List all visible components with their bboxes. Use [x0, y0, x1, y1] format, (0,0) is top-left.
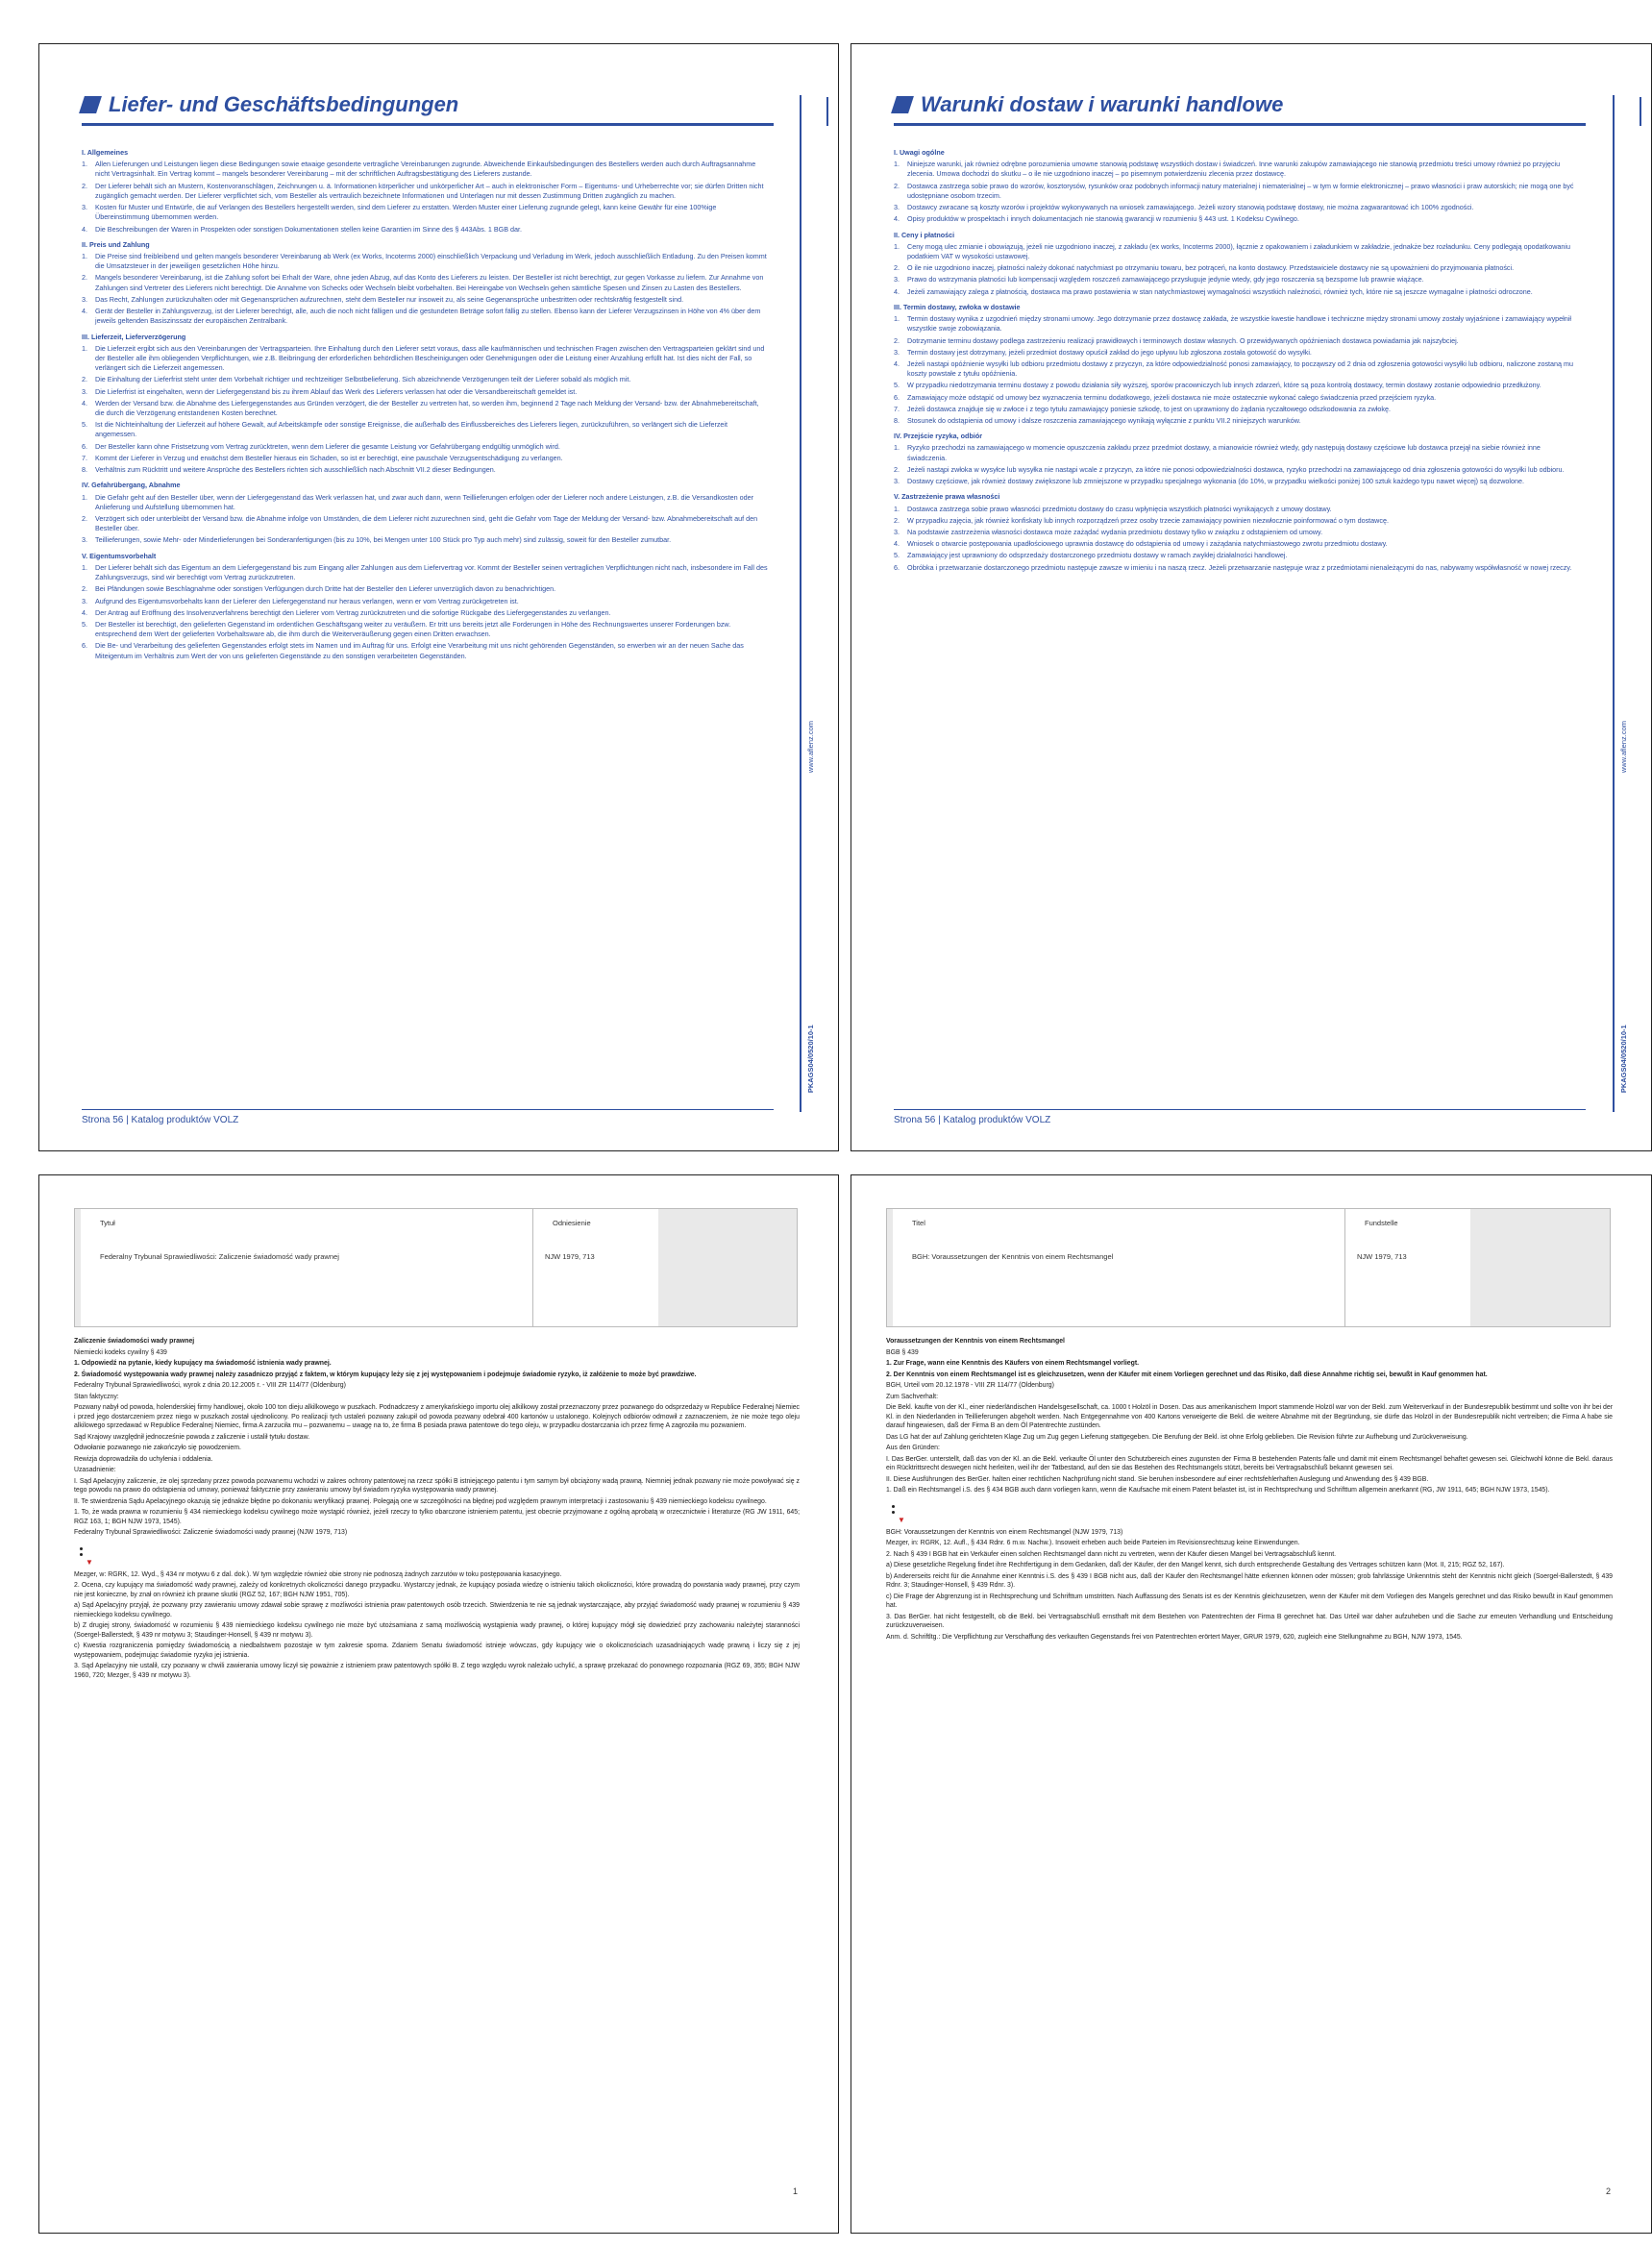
item-number: 8.: [894, 416, 900, 426]
term-item: [894, 160, 1581, 179]
item-number: 3.: [894, 347, 900, 357]
corner-mark: [1640, 97, 1641, 126]
page-title-text: Liefer- und Geschäftsbedingungen: [109, 92, 459, 116]
item-number: 2.: [82, 181, 87, 190]
paragraph: II. Te stwierdzenia Sądu Apelacyjnego okazują się jednakże błędne po dokonaniu weryfikacji prawnej. Polegają one w szczególności na błędnej pod względem prawnym interpretacji i zastosowaniu § 439 niemieckiego kodeksu cywilnego.: [74, 1497, 767, 1505]
page-number: 2: [1605, 2186, 1611, 2196]
item-number: 3.: [894, 528, 900, 536]
item-number: 5.: [82, 619, 87, 629]
item-number: 2.: [894, 515, 900, 525]
paragraph: BGH: Voraussetzungen der Kenntnis von einem Rechtsmangel (NJW 1979, 713): [886, 1528, 1123, 1536]
catalog-page-german: [38, 43, 839, 1151]
paragraph: Zum Sachverhalt:: [886, 1393, 938, 1400]
item-text: Ryzyko przechodzi na zamawiającego w momencie opuszczenia zakładu przez przedmiot dostawy, a mianowicie również wtedy, gdy następują dostawy częściowe lub dostawca przejął na siebie również inne świadczenia.: [907, 443, 1541, 462]
judgment-text: [886, 1337, 1613, 1643]
item-text: Stosunek do odstąpienia od umowy i dalsze roszczenia zamawiającego wynikają wyłącznie z punktu VII.2 niniejszych warunków.: [907, 416, 1301, 426]
reference-cell: [1345, 1209, 1470, 1326]
item-number: 2.: [894, 263, 900, 273]
legal-page-german: [851, 1174, 1652, 2234]
item-number: 1.: [82, 343, 87, 353]
paragraph: Aus den Gründen:: [886, 1445, 940, 1452]
term-item: [82, 454, 769, 463]
item-text: O ile nie uzgodniono inaczej, płatności należy dokonać natychmiast po otrzymaniu towaru, bez potrąceń, na konto dostawcy. Przedstawiciele dostawcy nie są upoważnieni do przyjmowania płatności.: [907, 263, 1515, 273]
catalog-page-polish: [851, 43, 1652, 1151]
term-item: [82, 465, 769, 475]
item-number: 3.: [82, 535, 87, 545]
paragraph: 2. Świadomość występowania wady prawnej należy zasadniczo przyjąć z faktem, w którym kupujący leży się z jej występowaniem i podejmuje świadomie ryzyko, iż załóżenie to może być prawdziwe.: [74, 1371, 697, 1378]
paragraph: BGB § 439: [886, 1348, 919, 1356]
item-number: 1.: [82, 492, 87, 502]
paragraph: a) Sąd Apelacyjny przyjął, że pozwany przy zawieraniu umowy zdawał sobie sprawę z możliwości istnienia praw patentowych osób trzecich. Stwierdzenia te nie są jednak wystarczające, aby przyjąć świadomość wady prawnej w rozumieniu § 439 niemieckiego kodeksu cywilnego.: [74, 1602, 800, 1618]
item-number: 8.: [82, 465, 87, 475]
item-text: Die Lieferzeit ergibt sich aus den Vereinbarungen der Vertragsparteien. Ihre Einhaltung durch den Lieferer setzt voraus, dass alle kaufmännischen und technischen Fragen zwischen den Vertragsparteien geklärt sind und der Besteller alle ihm obliegenden Verpflichtungen, wie z.B. Beibringung der erforderlichen behördlichen Bescheinigungen oder Genehmigungen oder die Leistung einer Anzahlung erfüllt hat. Ist dies nicht der Fall, so verlängert sich die Lieferzeit angemessen.: [95, 343, 765, 373]
reference-value: NJW 1979, 713: [1357, 1252, 1407, 1261]
item-text: Das Recht, Zahlungen zurückzuhalten oder mit Gegenansprüchen aufzurechnen, steht dem Besteller nur insoweit zu, als seine Gegenansprüche unbestritten oder rechtskräftig festgestellt sind.: [95, 294, 684, 304]
title-value: Federalny Trybunał Sprawiedliwości: Zaliczenie świadomość wady prawnej: [100, 1252, 339, 1261]
term-item: [894, 465, 1581, 475]
page-header: [82, 92, 774, 126]
term-item: [82, 203, 769, 222]
item-text: Der Antrag auf Eröffnung des Insolvenzverfahrens berechtigt den Lieferer vom Vertrag zurückzutreten und die sofortige Rückgabe des Liefergegenstandes zu verlangen.: [95, 607, 611, 617]
title-label: Titel: [912, 1219, 925, 1227]
term-item: [82, 387, 769, 397]
term-item: [894, 393, 1581, 403]
item-text: Der Lieferer behält sich an Mustern, Kostenvoranschlägen, Zeichnungen u. ä. Informationen körperlicher und unkörperlicher Art – auch in elektronischer Form – Eigentums- und Urheberrechte vor; sie dürfen Dritten nicht zugänglich gemacht werden. Der Lieferer verpflichtet sich, vom Besteller als vertraulich bezeichnete Informationen und Unterlagen nur mit dessen Zustimmung Dritten zugänglich zu machen.: [95, 181, 764, 200]
term-item: [82, 225, 769, 235]
paragraph: c) Kwestia rozgraniczenia pomiędzy świadomością a niedbalstwem pozostaje w tym zakresie sporna. Zdaniem Senatu świadomość istnieje wówczas, gdy kupujący wie o okolicznościach uzasadniających wadę prawną i liczy się z jej występowaniem, podejmując świadomie ryzyko jej istnienia.: [74, 1643, 800, 1659]
term-item: [894, 203, 1581, 212]
title-label: Tytuł: [100, 1219, 115, 1227]
term-item: [82, 493, 769, 512]
item-text: Mangels besonderer Vereinbarung, ist die Zahlung sofort bei Erhalt der Ware, ohne jeden Abzug, auf das Konto des Lieferers zu leisten. Der Besteller ist nicht berechtigt, zur gegen Vorkasse zu liefern. Zur Annahme von Zahlungen sind Vertreter des Lieferers nicht berechtigt. Die Annahme von Schecks oder Wechseln bleibt vorbehalten. Bei Hereingabe von Wechseln gehen sämtliche Spesen und Zinsen zu Lasten des Bestellers.: [95, 273, 764, 292]
bullet-icon: [80, 1553, 83, 1556]
paragraph: Sąd Krajowy uwzględnił jednocześnie powoda z zaliczenie i ustalił tytułu dostaw.: [74, 1433, 310, 1441]
item-text: Verhältnis zum Rücktritt und weitere Ansprüche des Bestellers richten sich ausschließlich nach Abschnitt VII.2 dieser Bedingungen.: [95, 465, 496, 475]
item-number: 1.: [82, 251, 87, 260]
term-item: [894, 359, 1581, 379]
footer-text: Strona 56 | Katalog produktów VOLZ: [82, 1115, 239, 1125]
item-number: 1.: [82, 160, 87, 169]
section-heading: V. Eigentumsvorbehalt: [82, 551, 157, 560]
section-heading: IV. Gefahrübergang, Abnahme: [82, 481, 181, 490]
page-footer: [894, 1109, 1586, 1125]
item-number: 6.: [894, 562, 900, 572]
paragraph: Federalny Trybunał Sprawiedliwości, wyrok z dnia 20.12.2005 r. - VIII ZR 114/77 (Oldenburg): [74, 1382, 346, 1390]
item-text: Wniosek o otwarcie postępowania upadłościowego uprawnia dostawcę do odstąpienia od umowy i zażądania natychmiastowego zwrotu przedmiotu dostawy.: [907, 539, 1388, 549]
terms-body: [82, 142, 769, 663]
item-number: 6.: [82, 441, 87, 451]
paragraph: Rewizja doprowadziła do uchylenia i oddalenia.: [74, 1455, 213, 1463]
item-text: Der Besteller kann ohne Fristsetzung vom Vertrag zurücktreten, wenn dem Lieferer die gesamte Leistung vor Gefahrübergang endgültig unmöglich wird.: [95, 441, 560, 451]
item-number: 4.: [82, 398, 87, 408]
term-item: [894, 314, 1581, 333]
item-number: 2.: [82, 584, 87, 594]
term-item: [82, 514, 769, 533]
item-text: Bei Pfändungen sowie Beschlagnahme oder sonstigen Verfügungen durch Dritte hat der Besteller den Lieferer unverzüglich davon zu benachrichtigen.: [95, 584, 556, 594]
paragraph: Mezger, in: RGRK, 12. Aufl., § 434 Rdnr. 6 m.w. Nachw.). Insoweit erheben auch beide Parteien im Revisionsrechtszug keine Einwendungen.: [886, 1540, 1300, 1547]
document-code: PKAGS04/0520/10-1: [1619, 1025, 1628, 1093]
paragraph: Voraussetzungen der Kenntnis von einem Rechtsmangel: [886, 1338, 1065, 1345]
paragraph: 1. Daß ein Rechtsmangel i.S. des § 434 BGB auch dann vorliegen kann, wenn die Kaufsache mit einem Patent belastet ist, ist in Rechtsprechung und Schrifttum allgemein anerkannt (RG, JW 1911, 645; BGH NJW 1973, 1545).: [886, 1487, 1550, 1495]
page-number: 1: [792, 2186, 798, 2196]
item-text: Die Beschreibungen der Waren in Prospekten oder sonstigen Dokumentationen stellen keine Garantien im Sinne des § 443Abs. 1 BGB dar.: [95, 224, 523, 234]
item-text: Kommt der Lieferer in Verzug und erwächst dem Besteller hieraus ein Schaden, so ist er berechtigt, eine pauschale Verzugsentschädigung zu verlangen.: [95, 453, 563, 462]
title-cell: [81, 1209, 533, 1326]
bullet-icon: [892, 1511, 895, 1514]
item-number: 2.: [894, 181, 900, 190]
term-item: [894, 443, 1581, 462]
term-item: [894, 539, 1581, 549]
term-item: [894, 348, 1581, 358]
item-number: 1.: [894, 504, 900, 513]
section-heading: III. Lieferzeit, Lieferverzögerung: [82, 332, 186, 341]
title-marker-icon: [79, 96, 102, 113]
term-item: [82, 420, 769, 439]
paragraph: Mezger, w: RGRK, 12. Wyd., § 434 nr motywu 6 z dal. dok.). W tym względzie również obie strony nie podnoszą żadnych zarzutów w toku postępowania kasacyjnego.: [74, 1570, 562, 1578]
item-number: 1.: [894, 160, 900, 169]
section-heading: II. Ceny i płatności: [894, 230, 955, 239]
item-text: Die Be- und Verarbeitung des gelieferten Gegenstandes erfolgt stets im Namen und im Auftrag für uns. Erfolgt eine Verarbeitung mit uns nicht gehörenden Gegenständen, so erwerben wir an der neuen Sache das Miteigentum im Verhältnis zum Wert der von uns gelieferten Gegenstände zu den sonstigen verarbeiteten Gegenständen.: [95, 641, 744, 660]
item-text: Gerät der Besteller in Zahlungsverzug, ist der Lieferer berechtigt, alle, auch die noch nicht fälligen und die gestundeten Beträge sofort fällig zu stellen. Ebenso kann der Lieferer Verzugszinsen in Höhe von 4% über dem jeweils geltenden Basiszinssatz der europäischen Zentralbank.: [95, 307, 761, 326]
paragraph: Uzasadnienie:: [74, 1467, 116, 1474]
term-item: [82, 307, 769, 326]
paragraph: Federalny Trybunał Sprawiedliwości: Zaliczenie świadomości wady prawnej (NJW 1979, 713): [74, 1529, 348, 1537]
item-text: Teillieferungen, sowie Mehr- oder Minderlieferungen bei Sonderanfertigungen (bis zu 10%, bei Mengen unter 100 Stück pro Typ auch mehr) sind zulässig, soweit für den Besteller zumutbar.: [95, 535, 672, 545]
term-item: [82, 641, 769, 660]
page-footer: [82, 1109, 774, 1125]
item-number: 6.: [894, 392, 900, 402]
item-text: Dostawca zastrzega sobie prawo własności przedmiotu dostawy do czasu wpłynięcia wszystkich płatności wynikających z umowy dostawy.: [907, 504, 1332, 513]
item-number: 4.: [82, 607, 87, 617]
title-rule: [894, 123, 1586, 126]
term-item: [894, 381, 1581, 390]
footer-rule: [894, 1109, 1586, 1110]
paragraph: Das LG hat der auf Zahlung gerichteten Klage Zug um Zug gegen Lieferung stattgegeben. Die Berufung der Bekl. ist ohne Erfolg geblieben. Die Revision führte zur Aufhebung und Zurückverweisung.: [886, 1433, 1468, 1441]
item-text: Niniejsze warunki, jak również odrębne porozumienia umowne stanowią podstawę wszystkich dostaw i świadczeń. Inne warunki zakupów zamawiającego nie stanowią przedmiotu treści umowy również po przyjęciu zlecenia. Umowa dochodzi do skutku – o ile nie uzgodniono inaczej – po pisemnym potwierdzeniu zlecenia przez dostawcę.: [907, 160, 1561, 179]
corner-mark: [826, 97, 828, 126]
item-number: 3.: [82, 294, 87, 304]
arrow-down-icon: ▼: [898, 1515, 905, 1524]
paragraph: Anm. d. Schriftltg.: Die Verpflichtung zur Verschaffung des verkauften Gegenstands frei von Patentrechten erörtert Mayer, GRUR 1979, 620, zugleich eine Stellungnahme zu BGH, NJW 1973, 1545.: [886, 1633, 1463, 1641]
item-number: 2.: [894, 464, 900, 474]
item-text: Werden der Versand bzw. die Abnahme des Liefergegenstandes aus Gründen verzögert, die der Besteller zu vertreten hat, so werden ihm, beginnend 2 Tage nach Meldung der Versand- bzw. der Abnahmebereitschaft, die durch die Verzögerung entstandenen Kosten berechnet.: [95, 398, 759, 418]
page-break-marker: [886, 1505, 1613, 1524]
item-text: Jeżeli nastąpi opóźnienie wysyłki lub odbioru przedmiotu dostawy z przyczyn, za które odpowiedzialność ponosi zamawiający, to począwszy od 2 dnia od zgłoszenia gotowości wysyłki lub odbioru, naliczone zostaną mu koszty powstałe z tytułu opóźnienia.: [907, 358, 1574, 379]
term-item: [894, 563, 1581, 573]
page-header: [894, 92, 1586, 126]
item-number: 4.: [82, 307, 87, 316]
paragraph: 2. Nach § 439 I BGB hat ein Verkäufer einen solchen Rechtsmangel dann nicht zu vertreten, wenn der Käufer diesen Mangel bei Vertragsabschluß kennt.: [886, 1550, 1337, 1558]
item-number: 1.: [894, 314, 900, 324]
paragraph: 1. To, że wada prawna w rozumieniu § 434 niemieckiego kodeksu cywilnego może wystąpić również, jeżeli rzeczy to tylko obarczone istnieniem patentu, jest obecnie przyjmowane z ogólną aprobatą w orzecznictwie i literaturze (RG JW 1911, 645; RGZ 163, 1; BGH NJW 1973, 1545).: [74, 1509, 800, 1525]
term-item: [894, 505, 1581, 514]
paragraph: BGH, Urteil vom 20.12.1978 - VIII ZR 114/77 (Oldenburg): [886, 1382, 1054, 1390]
reference-cell: [533, 1209, 658, 1326]
item-text: Dotrzymanie terminu dostawy podlega zastrzeżeniu realizacji prawidłowych i terminowych dostaw własnych. O przewidywanych opóźnieniach dostawca powiadamia jak najszybciej.: [907, 335, 1459, 345]
term-item: [82, 584, 769, 594]
item-text: Der Lieferer behält sich das Eigentum an dem Liefergegenstand bis zum Eingang aller Zahlungen aus dem Liefervertrag vor. Kommt der Besteller seinen vertraglichen Verpflichtungen nicht nach, insbesondere im Fall des Zahlungsverzugs, sind wir berechtigt vom Vertrag zurückzutreten.: [95, 562, 768, 582]
item-number: 3.: [894, 477, 900, 486]
page-title: [894, 92, 1586, 117]
term-item: [894, 405, 1581, 414]
paragraph: Die Bekl. kaufte von der Kl., einer niederländischen Handelsgesellschaft, ca. 1000 t Holzöl in Dosen. Das aus amerikanischem Import stammende Holzöl war von der Bekl. zum Weiterverkauf in der Bundesrepublik bestimmt und sollte von ihr bei der Kl. in den Niederlanden in Teillieferungen abgeholt werden. Nach Entgegennahme von 400 Kartons verweigerte die Bekl. die weitere Abnahme mit der Begründung, sie dürfe das Holzöl in der Bundesrepublik nicht vertreiben; die Firma A habe sie darauf hingewiesen, daß der Firma B an dem Öl Patentrechte zustünden.: [886, 1404, 1613, 1430]
paragraph: c) Die Frage der Abgrenzung ist in Rechtsprechung und Schrifttum umstritten. Nach Auffassung des Senats ist es der Kenntnis gleichzusetzen, wenn der Käufer mit dem Vorliegen des Mangels gerechnet und das Risiko bewußt in Kauf genommen hat.: [886, 1593, 1613, 1610]
item-text: Die Gefahr geht auf den Besteller über, wenn der Liefergegenstand das Werk verlassen hat, und zwar auch dann, wenn Teillieferungen erfolgen oder der Lieferer noch andere Leistungen, z.B. die Versandkosten oder Anlieferung und Aufstellung übernommen hat.: [95, 492, 753, 511]
term-item: [894, 275, 1581, 284]
item-text: Obróbka i przetwarzanie dostarczonego przedmiotu następuje zawsze w imieniu i na naszą rzecz. Jeżeli przetwarzanie następuje wraz z przedmiotami nienależącymi do nas, nabywamy współwłasność w nowej rzeczy.: [907, 562, 1572, 572]
item-text: Dostawca zastrzega sobie prawo do wzorów, kosztorysów, rysunków oraz podobnych informacji natury materialnej i niematerialnej – w tym w formie elektronicznej – prawo własności i praw autorskich; nie mogą one być udostępniane osobom trzecim.: [907, 181, 1574, 200]
term-item: [894, 528, 1581, 537]
paragraph: Odwołanie pozwanego nie zakończyło się powodzeniem.: [74, 1445, 241, 1452]
item-text: Jeżeli nastąpi zwłoka w wysyłce lub wysyłka nie nastąpi wcale z przyczyn, za które nie ponosi odpowiedzialności dostawca, ryzyko przechodzi na zamawiającego od dnia zgłoszenia gotowości do wysyłki lub odbioru.: [907, 464, 1565, 474]
item-number: 4.: [82, 224, 87, 234]
document-code: PKAGS04/0520/10-1: [806, 1025, 815, 1093]
page-break-marker: [74, 1547, 800, 1567]
citation-table: [74, 1208, 798, 1327]
title-marker-icon: [891, 96, 914, 113]
term-item: [894, 287, 1581, 297]
item-text: Na podstawie zastrzeżenia własności dostawca może zażądać wydania przedmiotu dostawy tylko w związku z odstąpieniem od umowy.: [907, 528, 1323, 536]
website-url: www.aflenz.com: [1619, 720, 1628, 774]
side-text: [1619, 721, 1628, 1093]
arrow-down-icon: ▼: [86, 1557, 93, 1567]
reference-label: Odniesienie: [553, 1219, 591, 1227]
term-item: [82, 375, 769, 384]
item-number: 3.: [894, 203, 900, 212]
item-text: Verzögert sich oder unterbleibt der Versand bzw. die Abnahme infolge von Umständen, die dem Lieferer nicht zuzurechnen sind, geht die Gefahr vom Tage der Meldung der Versand- bzw. Abnahmebereitschaft auf den Besteller über.: [95, 514, 758, 533]
item-number: 6.: [82, 641, 87, 651]
footer-text: Strona 56 | Katalog produktów VOLZ: [894, 1115, 1051, 1125]
item-number: 2.: [82, 514, 87, 523]
item-text: Dostawy częściowe, jak również dostawy zwiększone lub zmniejszone w przypadku specjalnego wykonania (do 10%, w przypadku wielkości poniżej 100 sztuk każdego typu nawet więcej) są dozwolone.: [907, 477, 1525, 486]
bullet-icon: [892, 1505, 895, 1508]
item-text: Opisy produktów w prospektach i innych dokumentacjach nie stanowią gwarancji w rozumieniu § 443 ust. 1 Kodeksu Cywilnego.: [907, 214, 1299, 224]
term-item: [894, 182, 1581, 201]
item-number: 4.: [894, 358, 900, 368]
paragraph: 3. Das BerGer. hat nicht festgestellt, ob die Bekl. bei Vertragsabschluß ernsthaft mit dem Bestehen von Patentrechten der Firma B gerechnet hat. Das Urteil war daher aufzuheben und die Sache zur erneuten Verhandlung und Entscheidung zurückzuverweisen.: [886, 1613, 1613, 1630]
item-text: Dostawcy zwracane są koszty wzorów i projektów wykonywanych na wniosek zamawiającego. Jeżeli wzory stanowią podstawę dostawy, nie można zagwarantować ich 100% zgodności.: [907, 203, 1474, 212]
item-text: Die Einhaltung der Lieferfrist steht unter dem Vorbehalt richtiger und rechtzeitiger Selbstbelieferung. Sich abzeichnende Verzögerungen teilt der Lieferer sobald als möglich mit.: [95, 375, 631, 384]
citation-table: [886, 1208, 1611, 1327]
term-item: [82, 399, 769, 418]
paragraph: Zaliczenie świadomości wady prawnej: [74, 1338, 195, 1345]
item-number: 5.: [82, 420, 87, 430]
term-item: [894, 214, 1581, 224]
item-text: Die Preise sind freibleibend und gelten mangels besonderer Vereinbarung ab Werk (ex Works, Incoterms 2000) einschließlich Verpackung und Verladung im Werk, jedoch ausschließlich Entladung. Zu den Preisen kommt die Umsatzsteuer in der jeweiligen gesetzlichen Höhe hinzu.: [95, 251, 767, 271]
term-item: [82, 252, 769, 271]
paragraph: I. Das BerGer. unterstellt, daß das von der Kl. an die Bekl. verkaufte Öl unter den Schutzbereich eines zugunsten der Firma B bestehenden Patents falle und damit mit einem Rechtsmangel behaftet gewesen sei. Gleichwohl könne die Bekl. daraus ein Rücktrittsrecht deswegen nicht herleiten, weil ihr der Tatbestand, auf den sie das Bestehen des Rechtsmangels stützt, bereits bei Vertragsabschluß bekannt gewesen sei.: [886, 1455, 1613, 1472]
title-cell: [893, 1209, 1345, 1326]
bullet-icon: [80, 1547, 83, 1550]
item-text: Termin dostawy jest dotrzymany, jeżeli przedmiot dostawy opuścił zakład do jego upływu lub zgłoszona została gotowość do wysyłki.: [907, 347, 1312, 357]
term-item: [894, 263, 1581, 273]
page-title-text: Warunki dostaw i warunki handlowe: [921, 92, 1284, 116]
item-number: 3.: [82, 596, 87, 605]
reference-label: Fundstelle: [1365, 1219, 1398, 1227]
item-number: 1.: [894, 443, 900, 453]
item-text: Zamawiający może odstąpić od umowy bez wyznaczenia terminu dodatkowego, jeżeli dostawca nie może ostatecznie wykonać całego świadczenia przed przejściem ryzyka.: [907, 392, 1437, 402]
section-heading: III. Termin dostawy, zwłoka w dostawie: [894, 302, 1021, 311]
website-url: www.aflenz.com: [806, 720, 815, 774]
paragraph: 1. Odpowiedź na pytanie, kiedy kupujący ma świadomość istnienia wady prawnej.: [74, 1360, 332, 1368]
item-text: Kosten für Muster und Entwürfe, die auf Verlangen des Bestellers hergestellt werden, sind dem Lieferer zu erstatten. Werden Muster einer Lieferung zugrunde gelegt, kann keine Gewähr für eine 100%ige Übereinstimmung übernommen werden.: [95, 203, 717, 222]
title-value: BGH: Voraussetzungen der Kenntnis von einem Rechtsmangel: [912, 1252, 1114, 1261]
item-text: Zamawiający jest uprawniony do odsprzedaży dostarczonego przedmiotu dostawy w ramach zwykłej działalności handlowej.: [907, 551, 1288, 560]
item-number: 7.: [894, 404, 900, 413]
footer-rule: [82, 1109, 774, 1110]
paragraph: Pozwany nabył od powoda, holenderskiej firmy handlowej, około 100 ton dieju alkilkowego w puszkach. Podnadczesy z amerykańskiego importu olej alkilkowy został przeznaczony przez pozwanego do odsprzedaży w Republice Federalnej Niemiec i przed jego dostarczeniem przez niego w puszkach został ujednolicony. Po realizacji tych ustaleń pozwany zakupił od powoda pozwany odebrał 400 kartonów u ustalonego. Kolejnych odbiorów odmowił z zaznaczeniem, że nie może tego oleju alkilowego sprzedawać w Republice Federalnej Niemiec, firma A zarzuciła mu – pozwanemu – uwagę na to, że firma B posiada prawa patentowe do tego oleju, w przypadku dostarczania ich przez firmę A zagroziła mu pozwaniem.: [74, 1404, 800, 1430]
item-text: Der Besteller ist berechtigt, den gelieferten Gegenstand im ordentlichen Geschäftsgang weiter zu veräußern. Er tritt uns bereits jetzt alle Forderungen in Höhe des Rechnungswertes unserer Forderungen bzw. entsprechend dem Wert der gelieferten Vorbehaltsware ab, die ihm durch die Weiterveräußerung gegen einen Dritten erwachsen.: [95, 619, 731, 639]
section-heading: IV. Przejście ryzyka, odbiór: [894, 432, 983, 441]
term-item: [894, 516, 1581, 526]
item-number: 4.: [894, 214, 900, 224]
item-number: 2.: [82, 375, 87, 384]
item-number: 3.: [82, 386, 87, 396]
paragraph: 2. Der Kenntnis von einem Rechtsmangel ist es gleichzusetzen, wenn der Käufer mit einem Vorliegen gerechnet und das Risiko, daß diese Annahme richtig sei, bewußt in Kauf genommen hat.: [886, 1371, 1488, 1378]
item-number: 5.: [894, 381, 900, 390]
item-text: Jeżeli dostawca znajduje się w zwłoce i z tego tytułu zamawiający poniesie szkodę, to jest on uprawniony do żądania ryczałtowego odszkodowania za zwłokę.: [907, 404, 1391, 413]
term-item: [82, 160, 769, 179]
terms-body: [894, 142, 1581, 575]
paragraph: b) Z drugiej strony, świadomość w rozumieniu § 439 niemieckiego kodeksu cywilnego nie może być utożsamiana z samą możliwością wystąpienia wady prawnej, o której kupujący mógł się dowiedzieć przy zachowaniu należytej staranności (Soergel-Ballerstedt, § 439 nr motywu 3; Staudinger-Honsell, § 439 nr motywu 3).: [74, 1622, 800, 1639]
term-item: [82, 442, 769, 452]
term-item: [894, 242, 1581, 261]
paragraph: a) Diese gesetzliche Regelung findet ihre Rechtfertigung in dem Gedanken, daß der Käufer, der den Mangel kennt, sich durch entsprechende Gestaltung des Vertrages schützen kann (Mot. II, 215; RGZ 52, 167).: [886, 1562, 1505, 1569]
judgment-text: [74, 1337, 800, 1682]
side-text: [806, 721, 815, 1093]
item-number: 2.: [894, 335, 900, 345]
item-number: 3.: [894, 275, 900, 284]
reference-value: NJW 1979, 713: [545, 1252, 595, 1261]
item-number: 1.: [82, 562, 87, 572]
item-number: 2.: [82, 273, 87, 283]
item-number: 5.: [894, 551, 900, 560]
section-heading: I. Uwagi ogólne: [894, 148, 945, 157]
paragraph: II. Diese Ausführungen des BerGer. halten einer rechtlichen Nachprüfung nicht stand. Sie beruhen insbesondere auf einer rechtsfehlerhaften Auslegung und Anwendung des § 439 BGB.: [886, 1475, 1429, 1483]
paragraph: b) Andererseits reicht für die Annahme einer Kenntnis i.S. des § 439 I BGB nicht aus, daß der Käufer den Rechtsmangel hätte erkennen können oder müssen; grob fahrlässige Unkenntnis steht der Kenntnis nicht gleich (Soergel-Ballerstedt, § 439 Rdnr. 3; Staudinger-Honsell, § 439 Rdnr. 3).: [886, 1572, 1613, 1590]
item-text: Termin dostawy wynika z uzgodnień między stronami umowy. Jego dotrzymanie przez dostawcę zakłada, że wszystkie kwestie handlowe i techniczne między stronami umowy zostały wyjaśnione i zamawiający wypełnił wszystkie swoje zobowiązania.: [907, 314, 1571, 333]
term-item: [82, 620, 769, 639]
item-number: 4.: [894, 539, 900, 549]
item-text: Ist die Nichteinhaltung der Lieferzeit auf höhere Gewalt, auf Arbeitskämpfe oder sonstige Ereignisse, die außerhalb des Einflussbereiches des Lieferers liegen, zurückzuführen, so verlängert sich die Lieferzeit angemessen.: [95, 420, 728, 439]
item-text: Die Lieferfrist ist eingehalten, wenn der Liefergegenstand bis zu ihrem Ablauf das Werk des Lieferers verlassen hat oder die Versandbereitschaft gemeldet ist.: [95, 386, 578, 396]
item-number: 1.: [894, 241, 900, 251]
item-number: 4.: [894, 286, 900, 296]
term-item: [82, 295, 769, 305]
term-item: [894, 551, 1581, 560]
term-item: [82, 563, 769, 582]
section-heading: I. Allgemeines: [82, 148, 129, 157]
paragraph: 1. Zur Frage, wann eine Kenntnis des Käufers von einem Rechtsmangel vorliegt.: [886, 1360, 1140, 1368]
title-rule: [82, 123, 774, 126]
item-text: Ceny mogą ulec zmianie i obowiązują, jeżeli nie uzgodniono inaczej, z zakładu (ex works, Incoterms 2000), łącznie z opakowaniem i załadunkiem w zakładzie, jednakże bez rozładunku. Ceny podlegają opodatkowaniu podatkiem VAT w wysokości ustawowej.: [907, 241, 1570, 260]
item-text: Aufgrund des Eigentumsvorbehalts kann der Lieferer den Liefergegenstand nur heraus verlangen, wenn er vom Vertrag zurückgetreten ist.: [95, 596, 519, 605]
section-heading: V. Zastrzeżenie prawa własności: [894, 492, 1000, 502]
item-number: 3.: [82, 203, 87, 212]
term-item: [82, 182, 769, 201]
term-item: [894, 416, 1581, 426]
term-item: [82, 344, 769, 374]
term-item: [82, 608, 769, 618]
paragraph: I. Sąd Apelacyjny zaliczenie, że olej sprzedany przez powoda pozwanemu wchodzi w zakres ochrony patentowej na rzecz spółki B istniejącego patentu i tym samym był obciążony wadą prawną. Niemniej jednak pozwany nie może powoływać się z tego powodu na prawo do odstąpienia od umowy, ponieważ faktycznie przy zawieraniu umowy był świadom ryzyka występowania wady prawnej.: [74, 1477, 800, 1495]
term-item: [82, 535, 769, 545]
legal-page-polish: [38, 1174, 839, 2234]
paragraph: 2. Ocena, czy kupujący ma świadomość wady prawnej, zależy od konkretnych okoliczności danego przypadku. Wystarczy jednak, że kupujący posiada wiedzę o istnieniu takich okoliczności, które prowadzą do powstania wady prawnej, przy czym nie jest konieczne, by znał on również ich prawne skutki (RGZ 52, 167; BGH NJW 1951, 705).: [74, 1582, 800, 1598]
item-text: Allen Lieferungen und Leistungen liegen diese Bedingungen sowie etwaige gesonderte vertragliche Vereinbarungen zugrunde. Abweichende Einkaufsbedingungen des Bestellers werden auch durch Auftragsannahme nicht Vertragsinhalt. Ein Vertrag kommt – mangels besonderer Vereinbarung – mit der schriftlichen Auftragsbestätigung des Lieferers zustande.: [95, 160, 756, 179]
item-text: W przypadku niedotrzymania terminu dostawy z powodu działania siły wyższej, sporów pracowniczych lub innych zdarzeń, które są poza kontrolą dostawcy, termin dostawy zostanie odpowiednio przedłużony.: [907, 381, 1541, 390]
term-item: [894, 477, 1581, 486]
term-item: [894, 336, 1581, 346]
paragraph: Niemiecki kodeks cywilny § 439: [74, 1348, 167, 1356]
item-text: Prawo do wstrzymania płatności lub kompensacji względem roszczeń zamawiającego przysługuje jedynie wtedy, gdy jego roszczenia są bezsporne lub prawnie wiążące.: [907, 275, 1424, 284]
page-title: [82, 92, 774, 117]
paragraph: 3. Sąd Apelacyjny nie ustalił, czy pozwany w chwili zawierania umowy liczył się poważnie z istnieniem praw patentowych spółki B. Z tego względu wyrok należało uchylić, a sprawę przekazać do ponownego rozpoznania (RGZ 69, 355; BGH NJW 1960, 720; Mezger, § 439 nr motywu 3).: [74, 1663, 800, 1679]
item-text: Jeżeli zamawiający zalega z płatnością, dostawca ma prawo postawienia w stan natychmiastowej wymagalności wszystkich należności, również tych, które nie są jeszcze wymagalne i płatności odroczone.: [907, 286, 1533, 296]
term-item: [82, 273, 769, 292]
paragraph: Stan faktyczny:: [74, 1393, 119, 1400]
term-item: [82, 597, 769, 606]
item-number: 7.: [82, 453, 87, 462]
item-text: W przypadku zajęcia, jak również konfiskaty lub innych rozporządzeń przez osoby trzecie zamawiający powinien niezwłocznie poinformować o tym dostawcę.: [907, 515, 1389, 525]
section-heading: II. Preis und Zahlung: [82, 239, 150, 249]
